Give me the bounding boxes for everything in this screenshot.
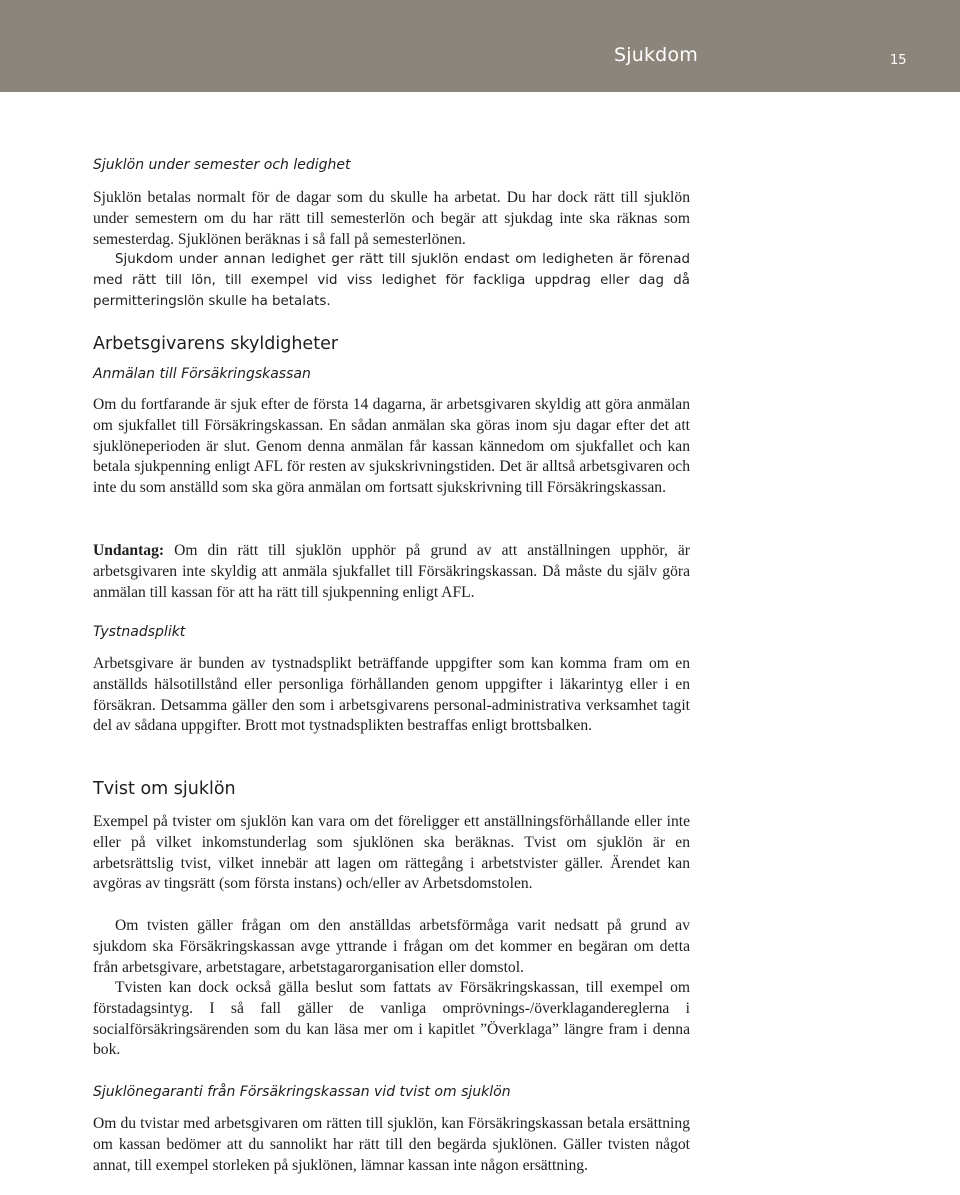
page-header-bar <box>0 0 960 92</box>
paragraph-sjuklonegaranti: Om du tvistar med arbetsgivaren om rätten till sjuklön, kan Försäkringskassan betala ersättning om kassan bedömer att du sannolikt har rätt till den begärda sjuklönen. Gäller tvisten något annat, till exempel storleken på sjuklönen, lämnar kassan inte någon ersättning. <box>93 1115 690 1174</box>
paragraph-semester-2: Sjukdom under annan ledighet ger rätt till sjuklön endast om ledigheten är förenad med rätt till lön, till exempel vid viss ledighet för fackliga uppdrag eller dag då permitteringslön skulle ha betalats. <box>93 252 690 309</box>
paragraph-semester-1: Sjuklön betalas normalt för de dagar som du skulle ha arbetat. Du har dock rätt till sjuklön under semestern om du har rätt till semesterlön och begär att sjukdag inte ska räknas som semesterdag. Sjuklönen beräknas i så fall på semesterlönen. <box>93 189 690 248</box>
subheading-tystnadsplikt: Tystnadsplikt <box>93 624 186 640</box>
subheading-semester: Sjuklön under semester och ledighet <box>93 157 351 173</box>
paragraph-anmalan: Om du fortfarande är sjuk efter de första 14 dagarna, är arbetsgivaren skyldig att göra anmälan om sjukfallet till Försäkringskassan. En sådan anmälan ska göras inom sju dagar efter det att sjuklöneperioden är slut. Genom denna anmälan får kassan kännedom om sjukfallet och kan betala sjukpenning enligt AFL för resten av sjukskrivningstiden. Det är alltså arbetsgivaren och inte du som anställd som ska göra anmälan om fortsatt sjukskrivning till Försäkringskassan. <box>93 396 690 497</box>
undantag-text: Om din rätt till sjuklön upphör på grund av att anställningen upphör, är arbetsgivaren inte skyldig att anmäla sjukfallet till Försäkringskassan. Då måste du själv göra anmälan till kassan för att ha rätt till sjukpenning enligt AFL. <box>93 542 690 601</box>
paragraph-undantag <box>93 541 690 603</box>
running-header-title: Sjukdom <box>614 44 698 66</box>
paragraph-tystnadsplikt: Arbetsgivare är bunden av tystnadsplikt beträffande uppgifter som kan komma fram om en anställds hälsotillstånd eller personliga förhållanden genom uppgifter i läkarintyg eller i en försäkran. Detsamma gäller den som i arbetsgivarens personal-administrativa verksamhet tagit del av sådana uppgifter. Brott mot tystnadsplikten bestraffas enligt brottsbalken. <box>93 655 690 735</box>
paragraph-tvist-1: Exempel på tvister om sjuklön kan vara om det föreligger ett anställningsförhållande eller inte eller på vilket inkomstunderlag som sjuklönen ska beräknas. Tvist om sjuklön är en arbetsrättslig tvist, vilket innebär att lagen om rättegång i arbetstvister gäller. Ärendet kan avgöras av tingsrätt (som första instans) och/eller av Arbetsdomstolen. <box>93 813 690 893</box>
paragraph-tvist-3: Tvisten kan dock också gälla beslut som fattats av Försäkringskassan, till exempel om förstadagsintyg. I så fall gäller de vanliga omprövnings-/överklagandereglerna i socialförsäkringsärenden som du kan läsa mer om i kapitlet ”Överklaga” längre fram i denna bok. <box>93 979 690 1059</box>
undantag-label: Undantag: <box>93 542 165 559</box>
subheading-sjuklonegaranti: Sjuklönegaranti från Försäkringskassan vid tvist om sjuklön <box>93 1084 511 1100</box>
page-number: 15 <box>890 53 907 68</box>
paragraph-tvist-2: Om tvisten gäller frågan om den anställdas arbetsförmåga varit nedsatt på grund av sjukdom ska Försäkringskassan avge yttrande i frågan om det kommer en begäran om detta från arbetsgivare, arbetstagare, arbetstagarorganisation eller domstol. <box>93 917 690 976</box>
heading-tvist-om-sjuklon: Tvist om sjuklön <box>93 779 236 799</box>
subheading-anmalan: Anmälan till Försäkringskassan <box>93 366 311 382</box>
heading-arbetsgivarens-skyldigheter: Arbetsgivarens skyldigheter <box>93 334 339 354</box>
